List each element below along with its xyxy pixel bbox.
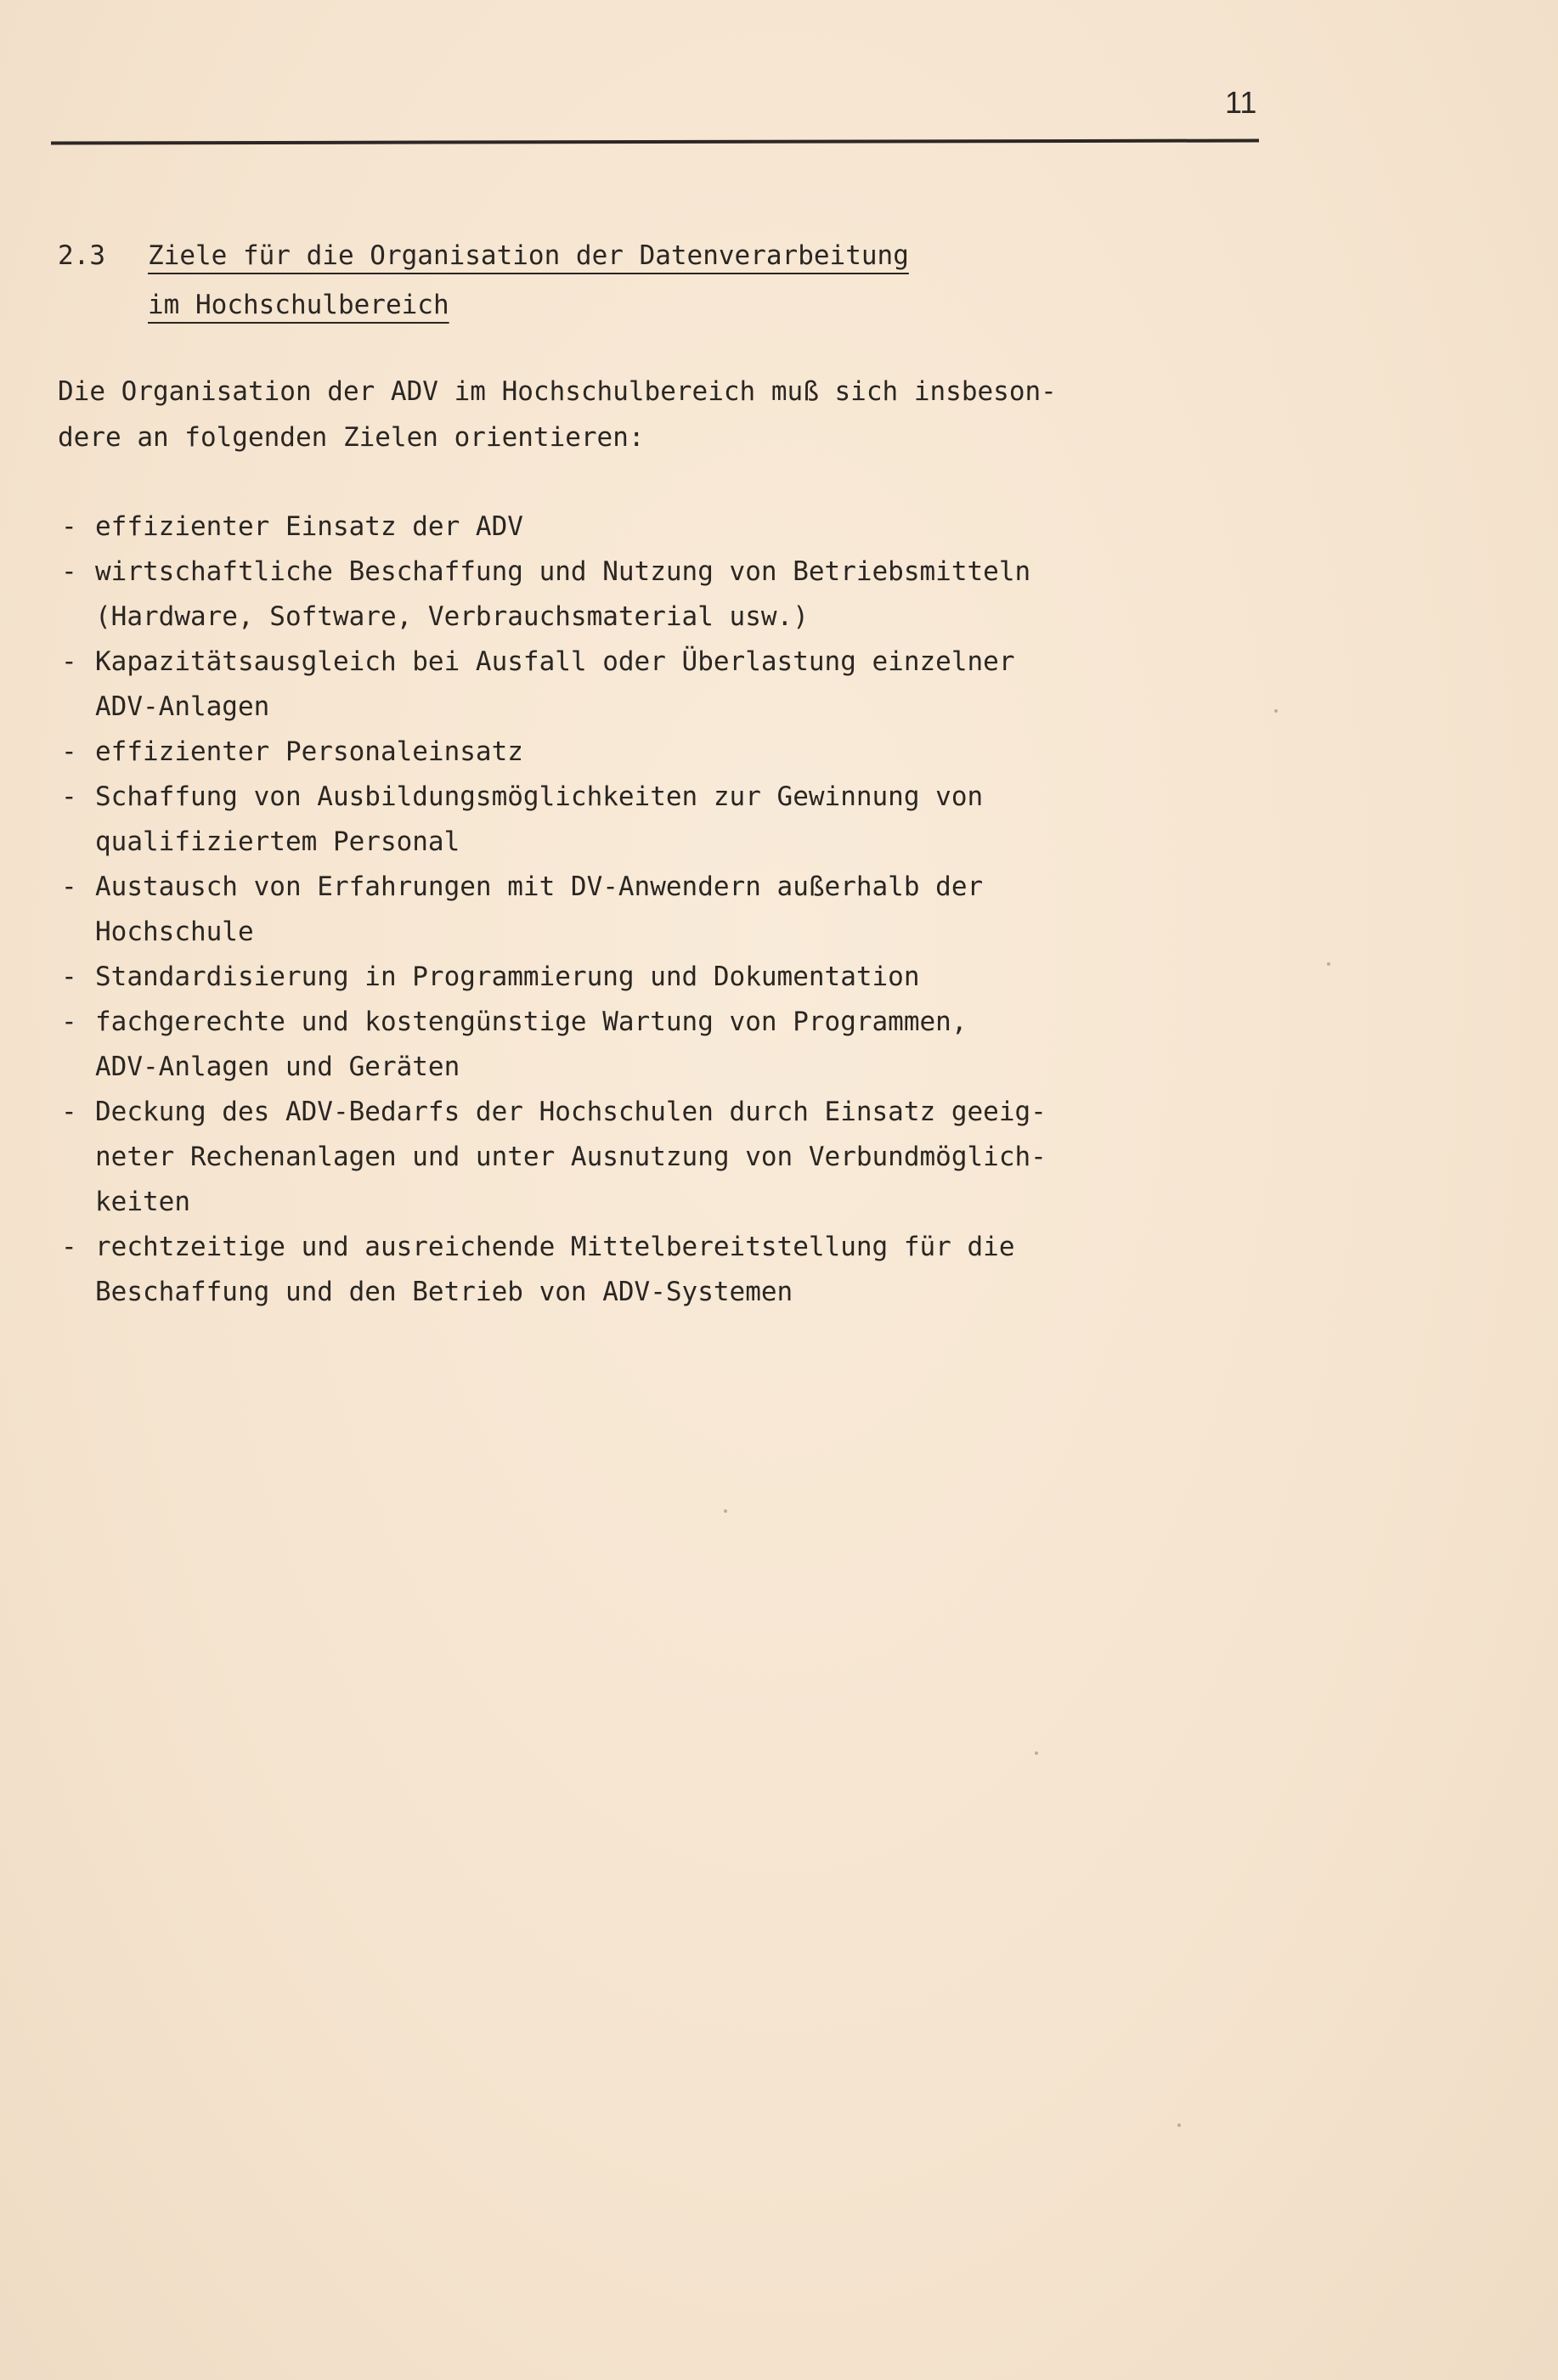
paper-speck [1274,709,1278,713]
bullet-dash: - [61,1232,77,1262]
bullet-dash: - [61,511,77,542]
bullet-dash: - [61,962,77,992]
bullet-dash: - [61,646,77,677]
intro-paragraph [58,369,1213,460]
list-item: - Austausch von Erfahrungen mit DV-Anwendern außerhalb der Hochschule [58,865,1230,955]
list-item: - effizienter Einsatz der ADV [58,505,1230,550]
list-item: - Deckung des ADV-Bedarfs der Hochschulen durch Einsatz geeig- neter Rechenanlagen und unter Ausnutzung von Verbundmöglich- keiten [58,1090,1230,1225]
bullet-dash: - [61,1007,77,1037]
goals-list [58,505,1230,1315]
bullet-dash: - [61,556,77,587]
bullet-dash: - [61,736,77,767]
paper-speck [724,1509,727,1513]
paper-speck [1177,2123,1181,2127]
section-title-line-2: im Hochschulbereich [148,290,449,320]
list-item: - wirtschaftliche Beschaffung und Nutzung von Betriebsmitteln (Hardware, Software, Verbrauchsmaterial usw.) [58,550,1230,640]
section-title-line-1: Ziele für die Organisation der Datenverarbeitung [148,240,909,271]
header-rule [51,139,1259,145]
page-number: 11 [1225,85,1257,120]
intro-line: dere an folgenden Zielen orientieren: [58,422,645,453]
list-item: - Schaffung von Ausbildungsmöglichkeiten zur Gewinnung von qualifiziertem Personal [58,775,1230,865]
list-item: - fachgerechte und kostengünstige Wartung von Programmen, ADV-Anlagen und Geräten [58,1000,1230,1090]
paper-speck [1327,962,1330,966]
bullet-dash: - [61,871,77,902]
list-item: - rechtzeitige und ausreichende Mittelbereitstellung für die Beschaffung und den Betrieb von ADV-Systemen [58,1225,1230,1315]
intro-line: Die Organisation der ADV im Hochschulbereich muß sich insbeson- [58,376,1057,407]
list-item: - Standardisierung in Programmierung und Dokumentation [58,955,1230,1000]
list-item: - Kapazitätsausgleich bei Ausfall oder Überlastung einzelner ADV-Anlagen [58,640,1230,730]
bullet-dash: - [61,1097,77,1127]
paper-speck [1035,1751,1038,1755]
section-number: 2.3 [58,240,105,271]
list-item: - effizienter Personaleinsatz [58,730,1230,775]
bullet-dash: - [61,781,77,812]
section-heading [58,231,909,330]
